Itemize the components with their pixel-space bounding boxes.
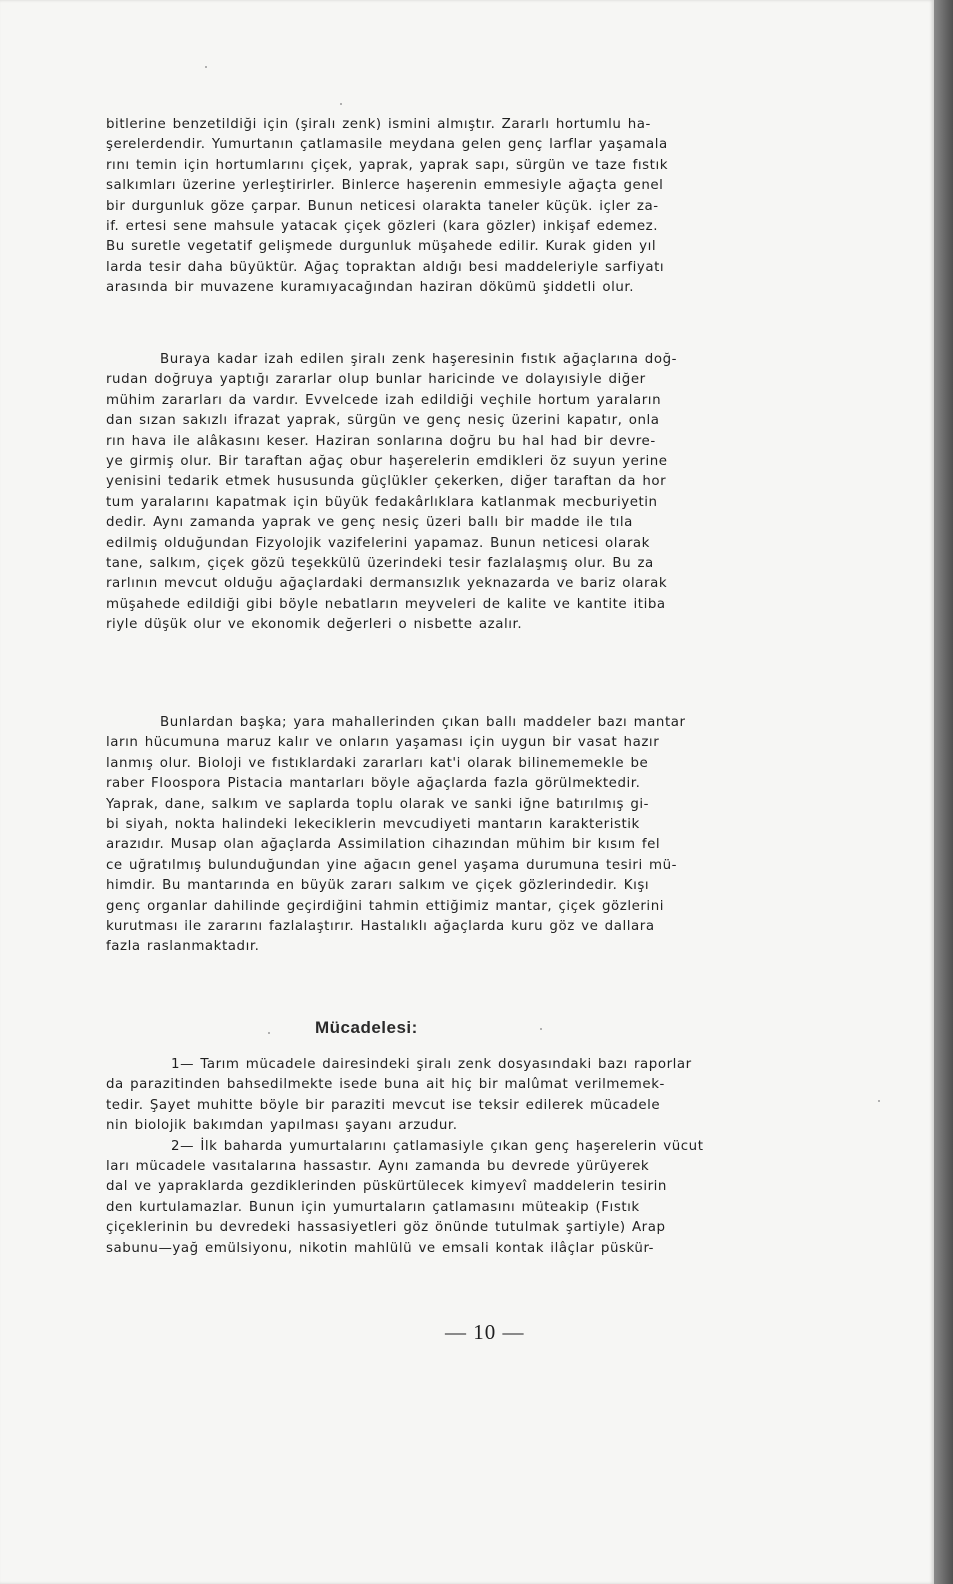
text-line: çiçeklerinin bu devredeki hassasiyetleri göz önünde tutulmak şartiyle) Arap bbox=[106, 1220, 666, 1236]
text-line: bir durgunluk göze çarpar. Bunun neticesi olarakta taneler küçük. içler za- bbox=[106, 198, 659, 214]
text-line: rın hava ile alâkasını keser. Haziran sonlarına doğru bu hal had bir devre- bbox=[106, 433, 656, 449]
page-number: — 10 — bbox=[445, 1320, 525, 1344]
text-line: da parazitinden bahsedilmekte isede buna ait hiç bir malûmat verilmemek- bbox=[106, 1077, 665, 1093]
text-line: Bu suretle vegetatif gelişmede durgunluk müşahede edilir. Kurak giden yıl bbox=[106, 239, 657, 255]
text-line: himdir. Bu mantarında en büyük zararı salkım ve çiçek gözlerindedir. Kışı bbox=[106, 878, 650, 894]
paragraph-1 bbox=[106, 115, 862, 299]
scan-speck bbox=[340, 103, 342, 105]
text-line: dal ve yapraklarda gezdiklerinden püskürtülecek kimyevî maddelerin tesirin bbox=[106, 1179, 667, 1195]
text-line: mühim zararları da vardır. Evvelcede izah edildiği veçhile hortum yaraların bbox=[106, 392, 662, 408]
text-line: genç organlar dahilinde geçirdiğini tahmin ettiğimiz mantar, çiçek gözlerini bbox=[106, 898, 665, 914]
scan-speck bbox=[268, 1032, 270, 1034]
scan-speck bbox=[878, 1100, 880, 1102]
text-line: ce uğratılmış bulunduğundan yine ağacın genel yaşama durumuna tesiri mü- bbox=[106, 857, 678, 873]
text-line: Buraya kadar izah edilen şiralı zenk haşeresinin fıstık ağaçlarına doğ- bbox=[160, 352, 678, 367]
text-line: dedir. Aynı zamanda yaprak ve genç nesiç üzeri ballı bir madde ile tıla bbox=[106, 515, 633, 531]
text-line: tum yaralarını kapatmak için büyük fedakârlıklara katlanmak mecburiyetin bbox=[106, 494, 658, 510]
text-line: müşahede edildiği gibi böyle nebatların meyveleri de kalite ve kantite itiba bbox=[106, 596, 666, 612]
text-line: fazla raslanmaktadır. bbox=[106, 939, 260, 955]
text-line: if. ertesi sene mahsule yatacak çiçek gözleri (kara gözler) inkişaf edemez. bbox=[106, 219, 659, 235]
scan-speck bbox=[205, 66, 207, 68]
text-line: şerelerdendir. Yumurtanın çatlamasile meydana gelen genç larflar yaşamala bbox=[106, 137, 668, 153]
text-line: 2— İlk baharda yumurtalarını çatlamasiyle çıkan genç haşerelerin vücut bbox=[171, 1138, 704, 1154]
text-line: sabunu—yağ emülsiyonu, nikotin mahlülü ve emsali kontak ilâçlar püskür- bbox=[106, 1240, 655, 1256]
text-line: riyle düşük olur ve ekonomik değerleri o nisbette azalır. bbox=[106, 617, 523, 633]
text-line: arasında bir muvazene kuramıyacağından haziran dökümü şiddetli olur. bbox=[106, 280, 635, 296]
section-heading: Mücadelesi: bbox=[315, 1018, 418, 1037]
text-line: tane, salkım, çiçek gözü teşekkülü üzerindeki tesir fazlalaşmış olur. Bu za bbox=[106, 556, 654, 572]
text-line: bitlerine benzetildiği için (şiralı zenk) ismini almıştır. Zararlı hortumlu ha- bbox=[106, 117, 651, 132]
text-line: bi siyah, nokta halindeki lekeciklerin mevcudiyeti mantarın karakteristik bbox=[106, 817, 640, 833]
text-line: edilmiş olduğundan Fizyolojik vazifelerini yapamaz. Bunun neticesi olarak bbox=[106, 535, 650, 551]
text-line: raber Floospora Pistacia mantarları böyle ağaçlarda fazla görülmektedir. bbox=[106, 776, 641, 792]
text-line: den kurtulamazlar. Bunun için yumurtaların çatlamasını müteakip (Fıstık bbox=[106, 1199, 640, 1215]
text-line: nin biolojik bakımdan yapılması şayanı arzudur. bbox=[106, 1118, 458, 1134]
paragraph-3 bbox=[106, 713, 862, 958]
text-line: dan sızan sakızlı ifrazat yaprak, sürgün ve genç nesiç üzerini kapatır, onla bbox=[106, 413, 660, 429]
text-line: rarlının mevcut olduğu ağaçlardaki dermansızlık yeknazarda ve bariz olarak bbox=[106, 576, 668, 592]
text-line: ye girmiş olur. Bir taraftan ağaç obur haşerelerin emdikleri öz suyun yerine bbox=[106, 454, 668, 470]
scan-speck bbox=[540, 1028, 542, 1030]
text-line: Bunlardan başka; yara mahallerinden çıkan ballı maddeler bazı mantar bbox=[160, 715, 686, 730]
text-line: ları mücadele vasıtalarına hassastır. Aynı zamanda bu devrede yürüyerek bbox=[106, 1159, 650, 1175]
text-line: rını temin için hortumlarını çiçek, yaprak, yaprak sapı, sürgün ve taze fıstık bbox=[106, 157, 669, 173]
text-line: kurutması ile zararını fazlalaştırır. Hastalıklı ağaçlarda kuru göz ve dallara bbox=[106, 919, 655, 935]
text-line: 1— Tarım mücadele dairesindeki şiralı zenk dosyasındaki bazı raporlar bbox=[171, 1057, 692, 1072]
text-line: salkımları üzerine yerleştirirler. Binlerce haşerenin emmesiyle ağaçta genel bbox=[106, 178, 664, 194]
text-line: tedir. Şayet muhitte böyle bir paraziti mevcut ise teksir edilerek mücadele bbox=[106, 1097, 661, 1113]
paragraph-2 bbox=[106, 350, 862, 636]
text-line: larda tesir daha büyüktür. Ağaç topraktan aldığı besi maddeleriyle sarfiyatı bbox=[106, 259, 665, 275]
paragraph-4 bbox=[106, 1055, 862, 1259]
text-line: yenisini tedarik etmek hususunda güçlükler çekerken, diğer taraftan da hor bbox=[106, 474, 667, 490]
text-line: ların hücumuna maruz kalır ve onların yaşaması için uygun bir vasat hazır bbox=[106, 735, 660, 751]
text-line: Yaprak, dane, salkım ve saplarda toplu olarak ve sanki iğne batırılmış gi- bbox=[106, 796, 650, 812]
text-line: lanmış olur. Bioloji ve fıstıklardaki zararları kat'i olarak bilinememekle be bbox=[106, 755, 649, 771]
text-line: arazıdır. Musap olan ağaçlarda Assimilation cihazından mühim bir kısım fel bbox=[106, 837, 661, 853]
book-spine-shadow bbox=[934, 0, 953, 1584]
text-line: rudan doğruya yaptığı zararlar olup bunlar haricinde ve dolayısiyle diğer bbox=[106, 372, 646, 388]
